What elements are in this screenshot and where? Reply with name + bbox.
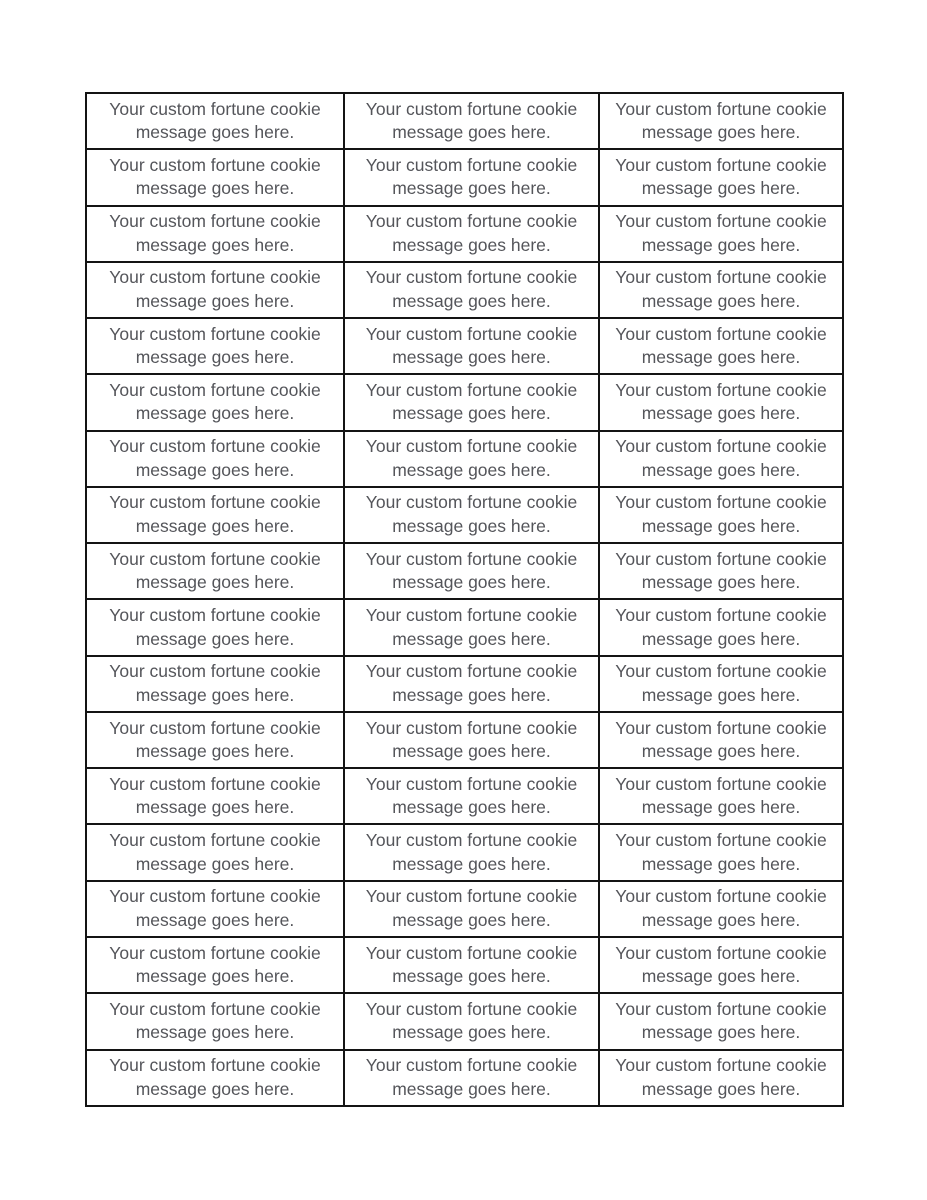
fortune-message-line1: Your custom fortune cookie	[365, 886, 578, 907]
fortune-message-line2: message goes here.	[641, 966, 801, 987]
fortune-cell	[599, 599, 843, 655]
fortune-message-line1: Your custom fortune cookie	[615, 267, 827, 288]
fortune-message-line2: message goes here.	[641, 797, 801, 818]
fortune-message-line2: message goes here.	[392, 290, 551, 311]
fortune-message-line2: message goes here.	[135, 515, 295, 536]
fortune-cell	[86, 262, 344, 318]
fortune-cell	[344, 93, 599, 149]
fortune-message-line1: Your custom fortune cookie	[109, 211, 321, 232]
table-row	[86, 993, 843, 1049]
fortune-message-line1: Your custom fortune cookie	[615, 1055, 827, 1076]
fortune-message-line1: Your custom fortune cookie	[615, 323, 827, 344]
fortune-message-line1: Your custom fortune cookie	[615, 211, 827, 232]
fortune-message-line1: Your custom fortune cookie	[109, 605, 321, 626]
table-row	[86, 93, 843, 149]
fortune-cell	[86, 993, 344, 1049]
fortune-cell	[344, 937, 599, 993]
table-row	[86, 431, 843, 487]
fortune-cell	[86, 768, 344, 824]
fortune-message-line2: message goes here.	[135, 741, 295, 762]
fortune-cell	[599, 656, 843, 712]
table-row	[86, 374, 843, 430]
fortune-message-line2: message goes here.	[641, 347, 801, 368]
fortune-cell	[599, 712, 843, 768]
table-row	[86, 712, 843, 768]
fortune-message-line1: Your custom fortune cookie	[365, 717, 578, 738]
table-row	[86, 262, 843, 318]
fortune-message-line1: Your custom fortune cookie	[615, 98, 827, 119]
fortune-cell	[344, 543, 599, 599]
fortune-message-line1: Your custom fortune cookie	[109, 942, 321, 963]
fortune-message-line2: message goes here.	[135, 628, 295, 649]
fortune-cell	[86, 374, 344, 430]
fortune-message-line2: message goes here.	[392, 741, 551, 762]
fortune-message-line2: message goes here.	[135, 122, 295, 143]
table-row	[86, 543, 843, 599]
fortune-cell	[599, 543, 843, 599]
fortune-message-line2: message goes here.	[392, 515, 551, 536]
fortune-cell	[599, 431, 843, 487]
fortune-cell	[599, 937, 843, 993]
fortune-message-line1: Your custom fortune cookie	[109, 98, 321, 119]
fortune-message-line1: Your custom fortune cookie	[365, 548, 578, 569]
fortune-message-line1: Your custom fortune cookie	[365, 998, 578, 1019]
fortune-message-line2: message goes here.	[392, 1022, 551, 1043]
fortune-message-line1: Your custom fortune cookie	[615, 605, 827, 626]
fortune-message-line1: Your custom fortune cookie	[615, 998, 827, 1019]
fortune-cell	[344, 712, 599, 768]
fortune-message-line2: message goes here.	[135, 853, 295, 874]
fortune-message-line2: message goes here.	[641, 178, 801, 199]
fortune-message-line2: message goes here.	[135, 290, 295, 311]
fortune-message-line1: Your custom fortune cookie	[109, 267, 321, 288]
fortune-cell	[86, 318, 344, 374]
fortune-cell	[86, 487, 344, 543]
table-row	[86, 656, 843, 712]
fortune-cell	[599, 93, 843, 149]
fortune-message-line2: message goes here.	[641, 122, 801, 143]
fortune-message-line2: message goes here.	[641, 459, 801, 480]
fortune-message-line1: Your custom fortune cookie	[109, 717, 321, 738]
table-row	[86, 149, 843, 205]
fortune-cell	[86, 656, 344, 712]
fortune-cell	[599, 824, 843, 880]
fortune-message-line1: Your custom fortune cookie	[615, 548, 827, 569]
fortune-message-line2: message goes here.	[641, 853, 801, 874]
fortune-message-line2: message goes here.	[392, 797, 551, 818]
fortune-message-line2: message goes here.	[135, 1078, 295, 1099]
fortune-message-line1: Your custom fortune cookie	[615, 492, 827, 513]
fortune-cell	[86, 543, 344, 599]
fortune-message-line1: Your custom fortune cookie	[109, 154, 321, 175]
fortune-message-line2: message goes here.	[135, 178, 295, 199]
fortune-message-line2: message goes here.	[392, 684, 551, 705]
fortune-cell	[599, 318, 843, 374]
fortune-cell	[599, 374, 843, 430]
fortune-message-line1: Your custom fortune cookie	[109, 379, 321, 400]
fortune-message-line1: Your custom fortune cookie	[365, 492, 578, 513]
fortune-message-line2: message goes here.	[641, 1078, 801, 1099]
fortune-cell	[86, 149, 344, 205]
fortune-message-line1: Your custom fortune cookie	[109, 548, 321, 569]
fortune-message-line2: message goes here.	[641, 290, 801, 311]
fortune-message-line1: Your custom fortune cookie	[615, 379, 827, 400]
table-row	[86, 937, 843, 993]
fortune-message-line1: Your custom fortune cookie	[109, 323, 321, 344]
fortune-message-line1: Your custom fortune cookie	[109, 436, 321, 457]
fortune-cell	[344, 374, 599, 430]
fortune-cell	[344, 206, 599, 262]
fortune-message-line2: message goes here.	[392, 966, 551, 987]
fortune-message-line1: Your custom fortune cookie	[365, 267, 578, 288]
table-row	[86, 1050, 843, 1106]
fortune-message-line2: message goes here.	[135, 572, 295, 593]
fortune-message-line1: Your custom fortune cookie	[109, 1055, 321, 1076]
fortune-message-line2: message goes here.	[135, 684, 295, 705]
fortune-cell	[344, 1050, 599, 1106]
fortune-message-line1: Your custom fortune cookie	[365, 830, 578, 851]
fortune-message-line2: message goes here.	[641, 572, 801, 593]
fortune-cell	[599, 1050, 843, 1106]
fortune-message-line1: Your custom fortune cookie	[365, 605, 578, 626]
fortune-cell	[86, 431, 344, 487]
fortune-message-line1: Your custom fortune cookie	[109, 661, 321, 682]
fortune-message-line2: message goes here.	[392, 347, 551, 368]
fortune-message-line2: message goes here.	[641, 684, 801, 705]
table-row	[86, 599, 843, 655]
fortune-cell	[86, 206, 344, 262]
fortune-message-line1: Your custom fortune cookie	[109, 998, 321, 1019]
fortune-cell	[344, 768, 599, 824]
fortune-cell	[86, 599, 344, 655]
fortune-message-line2: message goes here.	[135, 403, 295, 424]
fortune-message-line2: message goes here.	[135, 1022, 295, 1043]
fortune-message-line1: Your custom fortune cookie	[365, 98, 578, 119]
fortune-message-line2: message goes here.	[641, 234, 801, 255]
fortune-message-line1: Your custom fortune cookie	[109, 886, 321, 907]
fortune-message-line1: Your custom fortune cookie	[615, 942, 827, 963]
fortune-message-line2: message goes here.	[641, 909, 801, 930]
fortune-cell	[344, 318, 599, 374]
fortune-message-line1: Your custom fortune cookie	[365, 773, 578, 794]
fortune-message-line1: Your custom fortune cookie	[615, 661, 827, 682]
fortune-message-line2: message goes here.	[641, 515, 801, 536]
fortune-message-line2: message goes here.	[641, 741, 801, 762]
fortune-message-line1: Your custom fortune cookie	[615, 154, 827, 175]
fortune-message-line2: message goes here.	[641, 403, 801, 424]
fortune-message-line2: message goes here.	[135, 459, 295, 480]
fortune-message-line2: message goes here.	[392, 459, 551, 480]
fortune-message-line1: Your custom fortune cookie	[109, 492, 321, 513]
fortune-message-line1: Your custom fortune cookie	[365, 942, 578, 963]
fortune-message-table	[85, 92, 844, 1107]
fortune-message-line1: Your custom fortune cookie	[365, 436, 578, 457]
table-row	[86, 206, 843, 262]
fortune-cell	[86, 1050, 344, 1106]
fortune-message-line1: Your custom fortune cookie	[109, 830, 321, 851]
fortune-message-line1: Your custom fortune cookie	[365, 1055, 578, 1076]
fortune-message-line1: Your custom fortune cookie	[615, 717, 827, 738]
fortune-message-line2: message goes here.	[392, 572, 551, 593]
fortune-message-line2: message goes here.	[392, 403, 551, 424]
fortune-cell	[599, 993, 843, 1049]
fortune-cell	[599, 149, 843, 205]
fortune-cell	[344, 487, 599, 543]
table-row	[86, 318, 843, 374]
fortune-message-line1: Your custom fortune cookie	[365, 323, 578, 344]
fortune-cell	[86, 712, 344, 768]
fortune-message-line2: message goes here.	[392, 628, 551, 649]
fortune-message-line2: message goes here.	[641, 628, 801, 649]
fortune-message-line1: Your custom fortune cookie	[365, 379, 578, 400]
fortune-cell	[599, 881, 843, 937]
fortune-cell	[344, 824, 599, 880]
fortune-message-line2: message goes here.	[135, 909, 295, 930]
fortune-message-line1: Your custom fortune cookie	[365, 211, 578, 232]
table-row	[86, 824, 843, 880]
fortune-message-line1: Your custom fortune cookie	[109, 773, 321, 794]
table-row	[86, 768, 843, 824]
fortune-message-line1: Your custom fortune cookie	[615, 436, 827, 457]
fortune-message-line2: message goes here.	[135, 234, 295, 255]
fortune-cell	[86, 937, 344, 993]
fortune-message-line2: message goes here.	[392, 122, 551, 143]
fortune-message-line1: Your custom fortune cookie	[615, 830, 827, 851]
fortune-cell	[86, 824, 344, 880]
fortune-cell	[599, 206, 843, 262]
fortune-message-line1: Your custom fortune cookie	[365, 661, 578, 682]
fortune-cell	[344, 881, 599, 937]
fortune-message-line2: message goes here.	[392, 909, 551, 930]
table-row	[86, 881, 843, 937]
fortune-message-line1: Your custom fortune cookie	[615, 773, 827, 794]
fortune-message-line2: message goes here.	[641, 1022, 801, 1043]
fortune-cell	[599, 262, 843, 318]
fortune-message-line2: message goes here.	[392, 178, 551, 199]
fortune-message-line2: message goes here.	[392, 234, 551, 255]
fortune-cell	[86, 93, 344, 149]
fortune-cell	[344, 656, 599, 712]
fortune-message-line2: message goes here.	[392, 853, 551, 874]
fortune-message-line1: Your custom fortune cookie	[615, 886, 827, 907]
fortune-message-line2: message goes here.	[135, 347, 295, 368]
fortune-cell	[86, 881, 344, 937]
fortune-cell	[599, 768, 843, 824]
fortune-cell	[344, 431, 599, 487]
fortune-message-line1: Your custom fortune cookie	[365, 154, 578, 175]
fortune-cell	[344, 993, 599, 1049]
fortune-cell	[344, 599, 599, 655]
fortune-cell	[599, 487, 843, 543]
fortune-message-line2: message goes here.	[135, 797, 295, 818]
fortune-cell	[344, 149, 599, 205]
fortune-message-line2: message goes here.	[392, 1078, 551, 1099]
fortune-message-line2: message goes here.	[135, 966, 295, 987]
table-row	[86, 487, 843, 543]
fortune-cell	[344, 262, 599, 318]
